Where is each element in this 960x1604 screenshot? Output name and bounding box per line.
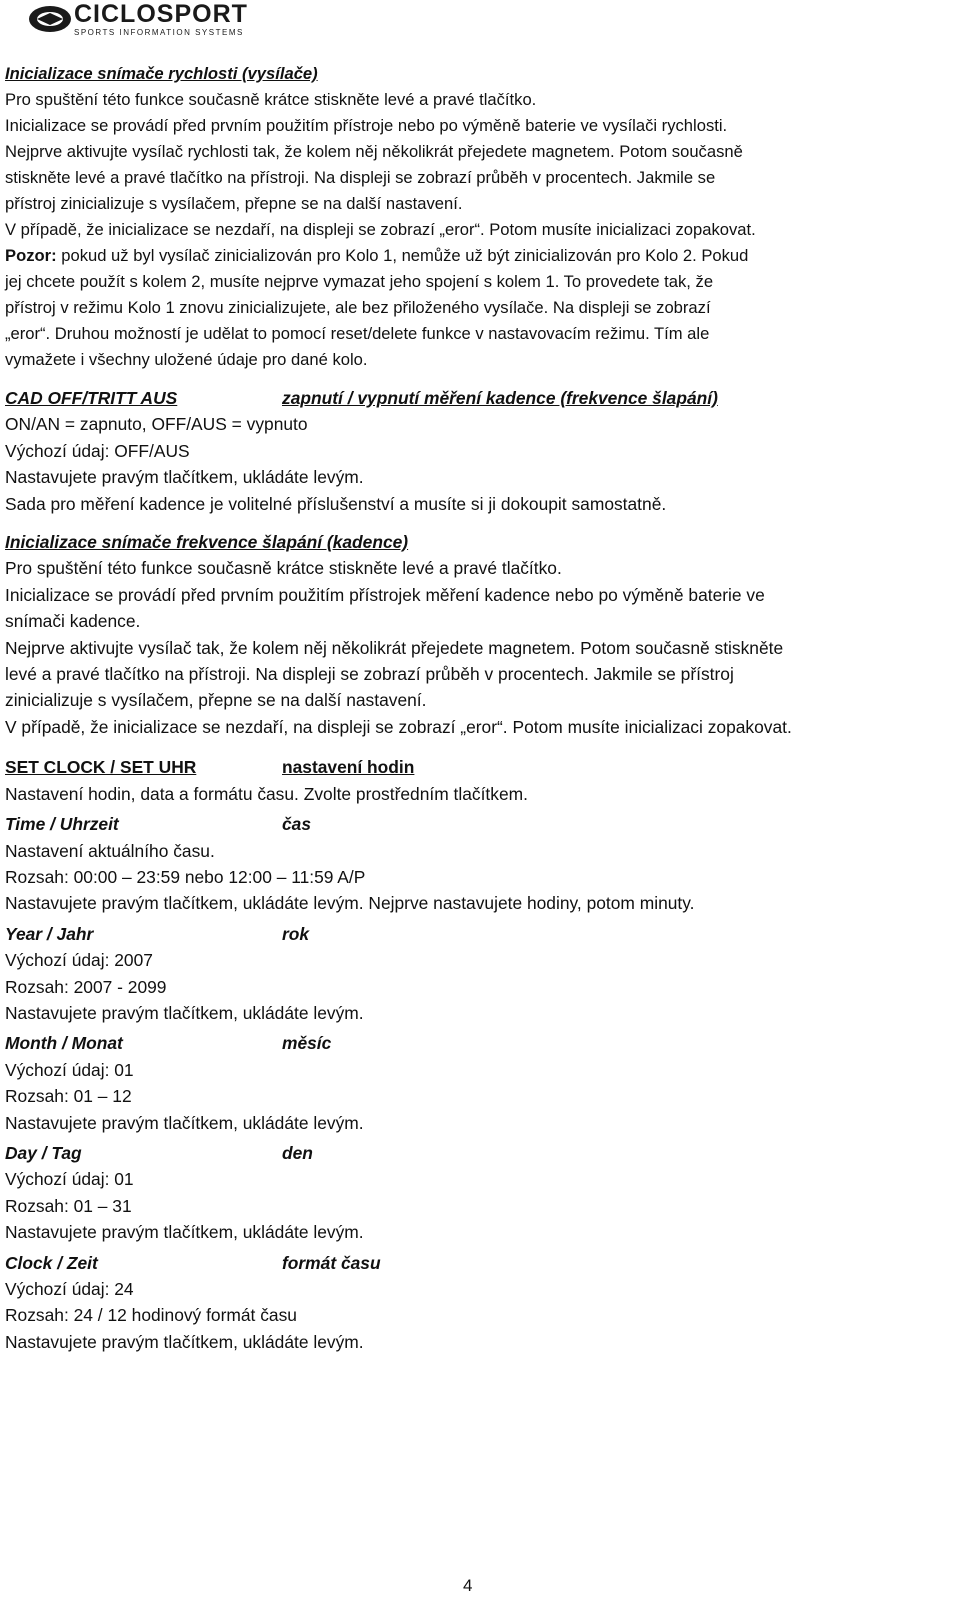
paragraph-line: Rozsah: 01 – 31 [5,1195,132,1216]
subsetting-heading-row [5,1140,945,1166]
paragraph-line: Nastavujete pravým tlačítkem, ukládáte levým. [5,467,364,488]
ciclosport-logo [28,2,298,40]
subsetting-heading-row [5,1250,945,1276]
warning-line [5,243,945,269]
paragraph-line: Rozsah: 01 – 12 [5,1086,132,1107]
subsetting-heading-row [5,1030,945,1056]
paragraph-line: Nastavujete pravým tlačítkem, ukládáte levým. [5,1222,364,1243]
section-heading-row [5,754,945,780]
paragraph-line: stiskněte levé a pravé tlačítko na přístroji. Na displeji se zobrazí průběh v procentech. Jakmile se [5,168,716,187]
subsetting-heading-row [5,921,945,947]
paragraph-line: levé a pravé tlačítko na přístroji. Na displeji se zobrazí průběh v procentech. Jakmile se přístroj [5,664,734,685]
logo-mark-icon [28,4,72,34]
paragraph-line: Inicializace se provádí před prvním použitím přístrojek měření kadence nebo po výměně baterie ve [5,584,765,605]
paragraph-line: Výchozí údaj: 2007 [5,950,153,971]
page-number: 4 [463,1576,473,1595]
subsetting-label: Year / Jahr [5,923,94,944]
paragraph-line: vymažete i všechny uložené údaje pro dané kolo. [5,350,368,369]
warning-text: pokud už byl vysílač zinicializován pro Kolo 1, nemůže už být zinicializován pro Kolo 2. Pokud [56,246,749,265]
setting-label: SET CLOCK / SET UHR [5,757,197,778]
paragraph-line: přístroj v režimu Kolo 1 znovu zinicializujete, ale bez přiloženého vysílače. Na displeji se zobrazí [5,298,711,317]
paragraph-line: Pro spuštění této funkce současně krátce stiskněte levé a pravé tlačítko. [5,90,537,109]
paragraph-line: Nastavujete pravým tlačítkem, ukládáte levým. [5,1331,364,1352]
paragraph-line: Výchozí údaj: 01 [5,1059,134,1080]
section-heading: Inicializace snímače rychlosti (vysílače) [5,64,318,83]
paragraph-line: Nastavujete pravým tlačítkem, ukládáte levým. [5,1112,364,1133]
subsetting-title: den [282,1142,313,1163]
paragraph-line: „eror“. Druhou možností je udělat to pomocí reset/delete funkce v nastavovacím režimu. Tím ale [5,324,710,343]
paragraph-line: Sada pro měření kadence je volitelné příslušenství a musíte si ji dokoupit samostatně. [5,493,667,514]
subsetting-label: Clock / Zeit [5,1252,98,1273]
subsetting-label: Month / Monat [5,1033,123,1054]
subsetting-heading-row [5,811,945,837]
paragraph-line: Nastavení hodin, data a formátu času. Zvolte prostředním tlačítkem. [5,783,528,804]
subsetting-label: Day / Tag [5,1142,82,1163]
speed-sensor-init-section [5,61,945,373]
paragraph-line: snímači kadence. [5,611,141,632]
cadence-sensor-init-section [5,529,945,740]
subsetting-label: Time / Uhrzeit [5,814,119,835]
paragraph-line: Inicializace se provádí před prvním použitím přístroje nebo po výměně baterie ve vysílači rychlosti. [5,116,728,135]
document-body [5,61,945,1355]
paragraph-line: zinicializuje s vysílačem, přepne se na další nastavení. [5,690,427,711]
subsetting-title: čas [282,814,312,835]
setting-title: zapnutí / vypnutí měření kadence (frekvence šlapání) [282,388,718,408]
paragraph-line: Výchozí údaj: 24 [5,1279,134,1299]
paragraph-line: Nastavujete pravým tlačítkem, ukládáte levým. Nejprve nastavujete hodiny, potom minuty. [5,893,695,914]
paragraph-line: Nejprve aktivujte vysílač tak, že kolem něj několikrát přejedete magnetem. Potom současně stiskněte [5,637,784,658]
cadence-toggle-section [5,385,945,517]
paragraph-line: Pro spuštění této funkce současně krátce stiskněte levé a pravé tlačítko. [5,558,562,579]
paragraph-line: jej chcete použít s kolem 2, musíte nejprve vymazat jeho spojení s kolem 1. To provedete tak, že [5,272,714,291]
paragraph-line: Rozsah: 24 / 12 hodinový formát času [5,1305,297,1326]
setting-title: nastavení hodin [282,757,415,778]
section-heading-row [5,385,945,411]
paragraph-line: Nastavení aktuálního času. [5,840,215,861]
paragraph-line: Rozsah: 2007 - 2099 [5,976,167,997]
subsetting-title: měsíc [282,1033,332,1054]
paragraph-line: V případě, že inicializace se nezdaří, na displeji se zobrazí „eror“. Potom musíte inicializaci zopakovat. [5,716,792,737]
set-clock-section [5,754,945,1355]
subsetting-title: rok [282,923,310,944]
setting-label: CAD OFF/TRITT AUS [5,388,178,408]
paragraph-line: Výchozí údaj: 01 [5,1169,134,1190]
paragraph-line: Nastavujete pravým tlačítkem, ukládáte levým. [5,1002,364,1023]
paragraph-line: Nejprve aktivujte vysílač rychlosti tak, že kolem něj několikrát přejedete magnetem. Potom současně [5,142,743,161]
section-heading: Inicializace snímače frekvence šlapání (kadence) [5,532,409,553]
paragraph-line: ON/AN = zapnuto, OFF/AUS = vypnuto [5,414,308,435]
paragraph-line: Rozsah: 00:00 – 23:59 nebo 12:00 – 11:59 A/P [5,866,366,887]
paragraph-line: přístroj zinicializuje s vysílačem, přepne se na další nastavení. [5,194,463,213]
subsetting-title: formát času [282,1252,381,1273]
paragraph-line: Výchozí údaj: OFF/AUS [5,440,190,461]
paragraph-line: V případě, že inicializace se nezdaří, na displeji se zobrazí „eror“. Potom musíte inicializaci zopakovat. [5,220,756,239]
logo-wordmark: CICLOSPORT [74,0,248,28]
warning-label: Pozor: [5,246,57,265]
logo-subtitle: SPORTS INFORMATION SYSTEMS [74,28,244,37]
